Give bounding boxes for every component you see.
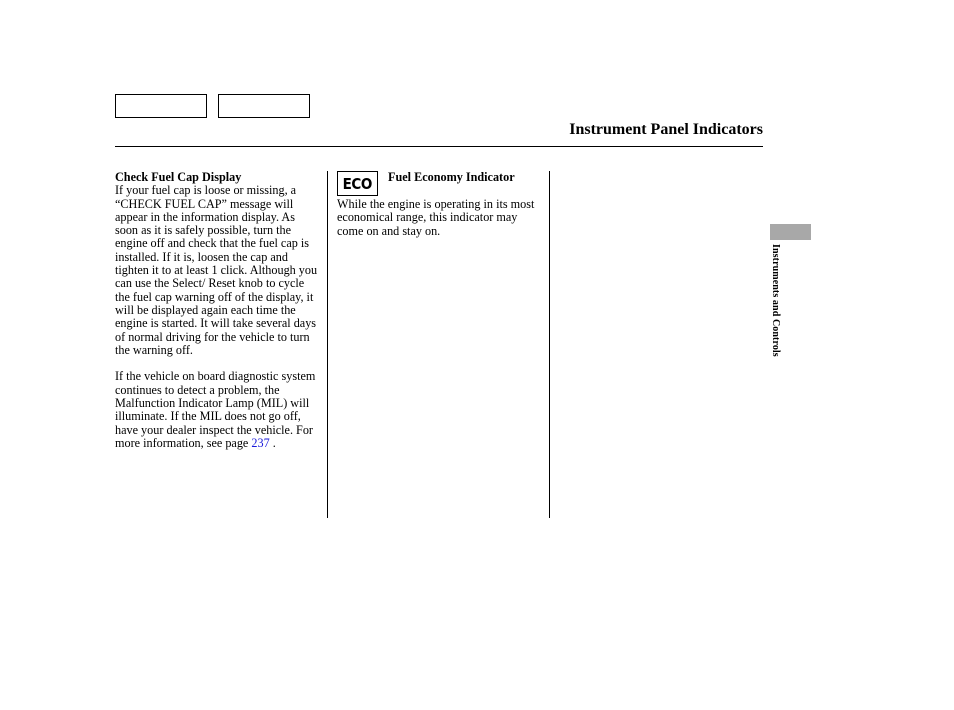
column-divider-1 <box>327 171 328 518</box>
left-column <box>115 171 320 450</box>
fuel-economy-heading: Fuel Economy Indicator <box>388 170 515 184</box>
page-title: Instrument Panel Indicators <box>569 121 763 138</box>
middle-column <box>337 198 542 238</box>
section-tab-marker <box>770 224 811 240</box>
nav-box-next[interactable] <box>218 94 310 118</box>
nav-box-previous[interactable] <box>115 94 207 118</box>
eco-indicator-icon <box>337 171 378 196</box>
eco-icon-text: ECO <box>342 174 373 193</box>
check-fuel-cap-paragraph: If your fuel cap is loose or missing, a “CHECK FUEL CAP” message will appear in the information display. As soon as it is safely possible, turn the engine off and check that the fuel cap is installed. If it is, loosen the cap and tighten it to at least 1 click. Although you can use the Select/ Reset knob to cycle the fuel cap warning off of the display, it will be displayed again each time the engine is started. It will take several days of normal driving for the vehicle to turn the warning off. <box>115 183 318 357</box>
mil-paragraph <box>115 370 320 450</box>
mil-paragraph-text: If the vehicle on board diagnostic system continues to detect a problem, the Malfunction Indicator Lamp (MIL) will illuminate. If the MIL does not go off, have your dealer inspect the vehicle. For more information, see page <box>115 369 316 450</box>
fuel-economy-paragraph: While the engine is operating in its most economical range, this indicator may come on and stay on. <box>337 197 535 238</box>
column-divider-2 <box>549 171 550 518</box>
mil-paragraph-end: . <box>272 435 276 450</box>
page-link-237[interactable]: 237 <box>251 435 270 450</box>
check-fuel-cap-heading: Check Fuel Cap Display <box>115 170 242 184</box>
section-side-label: Instruments and Controls <box>770 244 781 357</box>
header-divider <box>115 146 763 147</box>
